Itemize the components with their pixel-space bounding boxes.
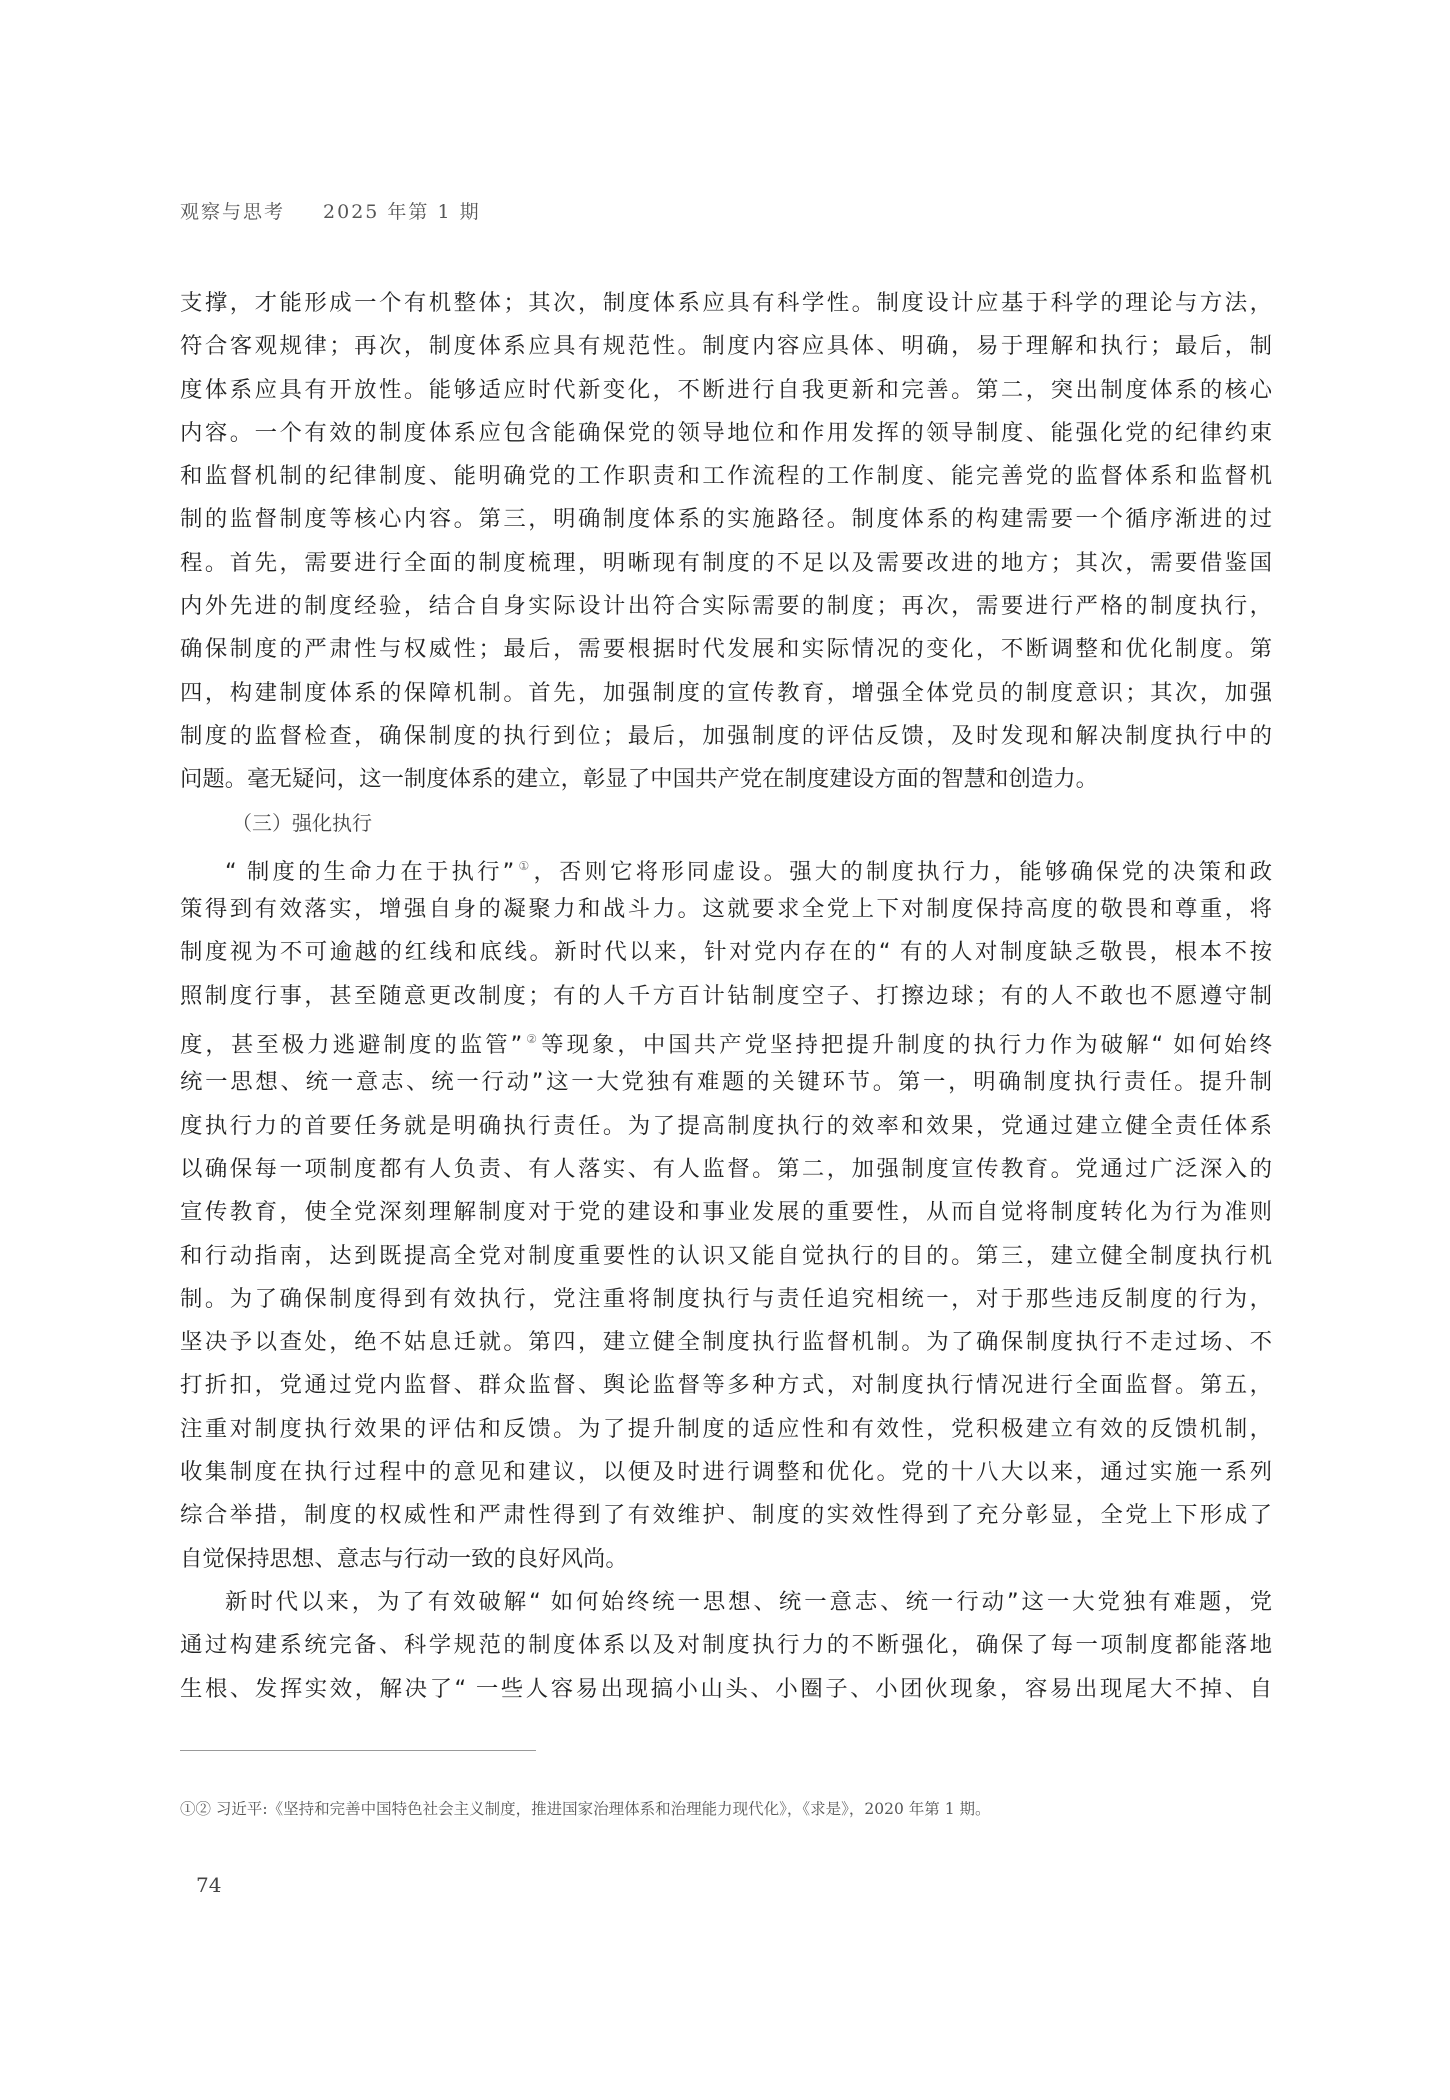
text-line: 坚决予以查处，绝不姑息迁就。第四，建立健全制度执行监督机制。为了确保制度执行不走过场、不 [180,1329,1272,1356]
text-line: 确保制度的严肃性与权威性；最后，需要根据时代发展和实际情况的变化，不断调整和优化制度。第 [180,636,1272,663]
text-line: 制度的监督检查，确保制度的执行到位；最后，加强制度的评估反馈，及时发现和解决制度执行中的 [180,722,1272,749]
text-line: 问题。毫无疑问，这一制度体系的建立，彰显了中国共产党在制度建设方面的智慧和创造力。 [180,766,1099,793]
text-line: 通过构建系统完备、科学规范的制度体系以及对制度执行力的不断强化，确保了每一项制度都能落地 [180,1632,1272,1659]
text-line: 综合举措，制度的权威性和严肃性得到了有效维护、制度的实效性得到了充分彰显，全党上下形成了 [180,1502,1272,1529]
issue-label: 2025 年第 1 期 [323,201,481,223]
text-line: 打折扣，党通过党内监督、群众监督、舆论监督等多种方式，对制度执行情况进行全面监督。第五， [180,1372,1272,1399]
text-line: 和监督机制的纪律制度、能明确党的工作职责和工作流程的工作制度、能完善党的监督体系和监督机 [180,463,1272,490]
text-line: 四，构建制度体系的保障机制。首先，加强制度的宣传教育，增强全体党员的制度意识；其次，加强 [180,679,1272,706]
journal-title: 观察与思考 [180,201,286,223]
text-segment: ，否则它将形同虚设。强大的制度执行力，能够确保党的决策和政 [533,858,1273,885]
text-line: 注重对制度执行效果的评估和反馈。为了提升制度的适应性和有效性，党积极建立有效的反馈机制， [180,1415,1272,1442]
section-heading-text: （三）强化执行 [232,810,372,835]
text-line [180,1018,1272,1061]
text-line: 以确保每一项制度都有人负责、有人落实、有人监督。第二，加强制度宣传教育。党通过广泛深入的 [180,1155,1272,1182]
text-segment: 等现象，中国共产党坚持把提升制度的执行力作为破解“ 如何始终 [541,1032,1272,1059]
text-line: 统一思想、统一意志、统一行动”这一大党独有难题的关键环节。第一，明确制度执行责任。提升制 [180,1069,1272,1096]
text-line: 生根、发挥实效，解决了“ 一些人容易出现搞小山头、小圈子、小团伙现象，容易出现尾大不掉、自 [180,1675,1272,1702]
text-line: 内外先进的制度经验，结合自身实际设计出符合实际需要的制度；再次，需要进行严格的制度执行， [180,593,1272,620]
quote-text: 度，甚至极力逃避制度的监管” [180,1032,523,1059]
text-line: 新时代以来，为了有效破解“ 如何始终统一思想、统一意志、统一行动”这一大党独有难题，党 [225,1588,1272,1615]
text-line: 制。为了确保制度得到有效执行，党注重将制度执行与责任追究相统一，对于那些违反制度的行为， [180,1285,1272,1312]
text-line: 自觉保持思想、意志与行动一致的良好风尚。 [180,1545,628,1572]
text-line: 程。首先，需要进行全面的制度梳理，明晰现有制度的不足以及需要改进的地方；其次，需要借鉴国 [180,549,1272,576]
text-line [180,845,1272,888]
text-line: 和行动指南，达到既提高全党对制度重要性的认识又能自觉执行的目的。第三，建立健全制度执行机 [180,1242,1272,1269]
text-line: 符合客观规律；再次，制度体系应具有规范性。制度内容应具体、明确，易于理解和执行；最后，制 [180,333,1272,360]
text-line: 制的监督制度等核心内容。第三，明确制度体系的实施路径。制度体系的构建需要一个循序渐进的过 [180,506,1272,533]
footnote-ref-1[interactable]: ① [515,858,533,873]
body-text [180,282,1272,1711]
running-head [180,197,481,224]
text-line: 内容。一个有效的制度体系应包含能确保党的领导地位和作用发挥的领导制度、能强化党的纪律约束 [180,419,1272,446]
text-line: 收集制度在执行过程中的意见和建议，以便及时进行调整和优化。党的十八大以来，通过实施一系列 [180,1459,1272,1486]
text-line: 策得到有效落实，增强自身的凝聚力和战斗力。这就要求全党上下对制度保持高度的敬畏和尊重，将 [180,896,1272,923]
text-line: 宣传教育，使全党深刻理解制度对于党的建设和事业发展的重要性，从而自觉将制度转化为行为准则 [180,1199,1272,1226]
text-line: 支撑，才能形成一个有机整体；其次，制度体系应具有科学性。制度设计应基于科学的理论与方法， [180,290,1272,316]
footnote: ①② 习近平:《坚持和完善中国特色社会主义制度，推进国家治理体系和治理能力现代化》，《求是》，2020 年第 1 期。 [180,1800,991,1818]
footnote-divider [180,1750,536,1751]
text-line: 照制度行事，甚至随意更改制度；有的人千方百计钻制度空子、打擦边球；有的人不敢也不愿遵守制 [180,982,1272,1009]
text-line: 度执行力的首要任务就是明确执行责任。为了提高制度执行的效率和效果，党通过建立健全责任体系 [180,1112,1272,1139]
footnote-ref-2[interactable]: ② [523,1032,541,1047]
text-line: 制度视为不可逾越的红线和底线。新时代以来，针对党内存在的“ 有的人对制度缺乏敬畏，根本不按 [180,939,1272,966]
section-heading [180,802,1272,845]
page-number: 74 [196,1873,222,1897]
quote-text: “ 制度的生命力在于执行” [225,858,515,885]
text-line: 度体系应具有开放性。能够适应时代新变化，不断进行自我更新和完善。第二，突出制度体系的核心 [180,376,1272,403]
